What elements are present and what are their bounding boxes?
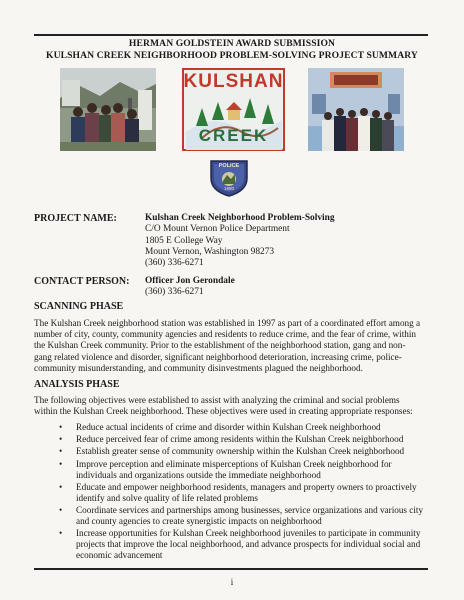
scanning-heading: SCANNING PHASE <box>34 301 124 312</box>
contact-person-label: CONTACT PERSON: <box>34 276 130 287</box>
objective-line: Increase opportunities for Kulshan Creek neighborhood juveniles to participate in community <box>76 528 421 539</box>
objective-line: identify and solve quality of life related problems <box>76 492 258 503</box>
objective-line: Reduce perceived fear of crime among residents within the Kulshan Creek neighborhood <box>76 434 404 445</box>
paragraph-line: number of city, county, community agencies and residents to reduce crime, and the fear of crime, within <box>34 329 416 340</box>
address-line: C/O Mount Vernon Police Department <box>145 224 290 235</box>
residents-photo <box>60 68 156 151</box>
objective-line: individuals and organizations outside the immediate neighborhood <box>76 469 321 480</box>
objective-line: Improve perception and eliminate misperceptions of Kulshan Creek neighborhood for <box>76 458 392 469</box>
analysis-heading: ANALYSIS PHASE <box>34 379 120 390</box>
list-item: • Reduce perceived fear of crime among residents within the Kulshan Creek neighborhood <box>34 434 428 445</box>
page-number: i <box>230 577 234 587</box>
list-item: • Reduce actual incidents of crime and disorder within Kulshan Creek neighborhood <box>34 422 428 433</box>
project-summary-title: KULSHAN CREEK NEIGHBORHOOD PROBLEM-SOLVING PROJECT SUMMARY <box>46 50 418 61</box>
objective-line: projects that improve the local neighborhood, and advance prospects for individual social and <box>76 539 421 550</box>
paragraph-line: The following objectives were established to assist with analyzing the criminal and social problems <box>34 395 400 405</box>
badge-text: POLICE <box>218 163 240 169</box>
contact-phone: (360) 336-6271 <box>145 287 204 298</box>
bottom-rule <box>34 568 428 570</box>
objective-line: Establish greater sense of community ownership within the Kulshan Creek neighborhood <box>76 446 405 457</box>
award-title: HERMAN GOLDSTEIN AWARD SUBMISSION <box>128 38 336 49</box>
contact-info <box>145 276 235 299</box>
top-rule <box>34 34 428 36</box>
badge-year: 1890 <box>223 186 234 191</box>
list-item: • Coordinate services and partnerships among businesses, service organizations and various city and county agencies to create synergistic impacts on neighborhood <box>34 505 428 527</box>
scanning-paragraph <box>34 318 428 374</box>
list-item: • Improve perception and eliminate misperceptions of Kulshan Creek neighborhood for individuals and organizations outside the immediate neighborhood <box>34 459 428 481</box>
objective-line: Educate and empower neighborhood residents, managers and property owners to proactively <box>76 481 417 492</box>
objective-line: Coordinate services and partnerships among businesses, service organizations and various city <box>76 504 424 515</box>
objective-line: Reduce actual incidents of crime and disorder within Kulshan Creek neighborhood <box>76 422 381 432</box>
logo-word-bottom: CREEK <box>198 126 269 145</box>
contact-name: Officer Jon Gerondale <box>145 276 235 286</box>
police-badge-icon <box>207 158 251 198</box>
paragraph-line: community misunderstanding, and community disinvestments plagued the neighborhood. <box>34 362 363 373</box>
analysis-intro <box>34 395 428 417</box>
objectives-list <box>34 422 428 562</box>
paragraph-line: within the Kulshan Creek neighborhood. These objectives were used in creating appropriate responses: <box>34 406 413 417</box>
paragraph-line: the Kulshan Creek community. Prior to the establishment of the neighborhood station, gang and non- <box>34 340 406 351</box>
paragraph-line: The Kulshan Creek neighborhood station was established in 1997 as part of a coordinated effort among a <box>34 318 421 328</box>
project-info <box>145 213 335 269</box>
logo-word-top: KULSHAN <box>183 71 284 92</box>
list-item: • Increase opportunities for Kulshan Creek neighborhood juveniles to participate in community projects that improve the local neighborhood, and advance prospects for individual social and economic advancement <box>34 528 428 561</box>
paragraph-line: gang related violence and disorder, significant neighborhood deterioration, increasing crime, police- <box>34 351 402 362</box>
project-name-label: PROJECT NAME: <box>34 213 117 224</box>
list-item: • Establish greater sense of community ownership within the Kulshan Creek neighborhood <box>34 446 428 457</box>
project-name: Kulshan Creek Neighborhood Problem-Solving <box>145 213 335 223</box>
address-line: Mount Vernon, Washington 98273 <box>145 246 275 257</box>
objective-line: economic advancement <box>76 550 163 561</box>
station-group-photo <box>308 68 404 151</box>
kulshan-creek-logo <box>182 68 285 151</box>
list-item: • Educate and empower neighborhood residents, managers and property owners to proactively identify and solve quality of life related problems <box>34 482 428 504</box>
address-phone: (360) 336-6271 <box>145 258 204 269</box>
address-line: 1805 E College Way <box>145 235 223 246</box>
objective-line: and county agencies to create synergistic impacts on neighborhood <box>76 515 322 526</box>
